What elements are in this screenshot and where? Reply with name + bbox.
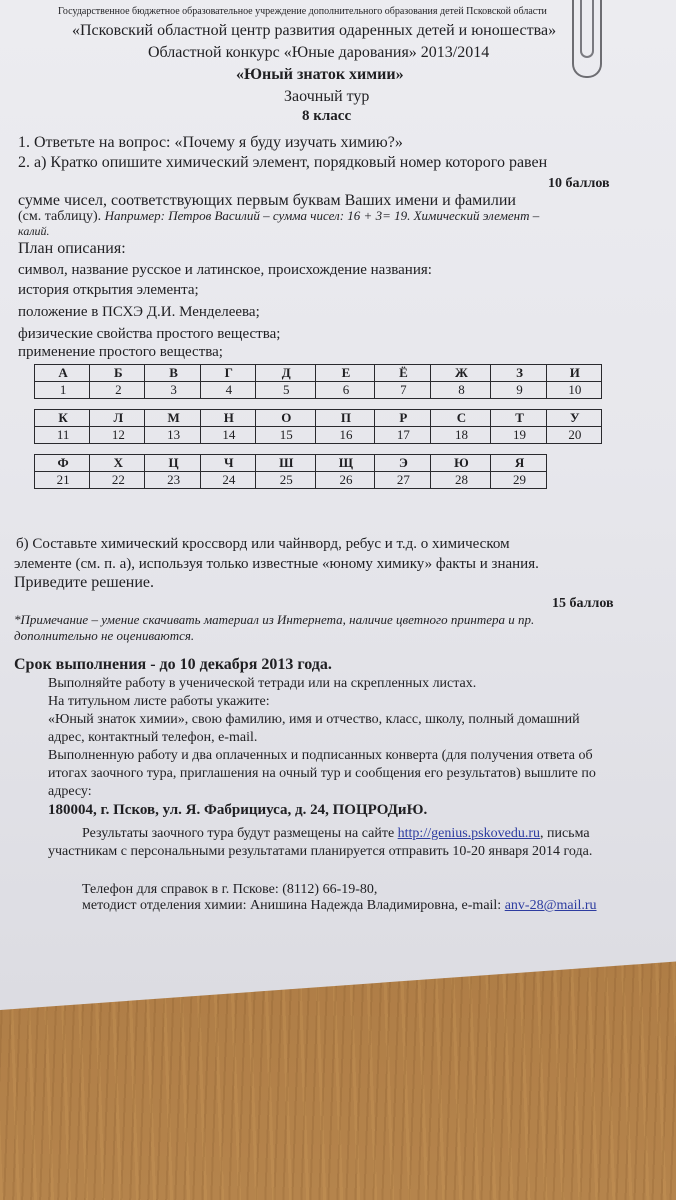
table-cell: Г [200,365,255,382]
table-cell: 10 [546,382,601,399]
table-cell: 23 [145,472,200,489]
table-cell: К [35,410,90,427]
alphabet-number-table [34,364,602,489]
website-link[interactable]: http://genius.pskovedu.ru [397,826,540,841]
table-cell: З [491,365,546,382]
task2-line3: (см. таблицу). Например: Петров Василий – сумма чисел: 16 + 3= 19. Химический элемент – [18,208,540,224]
table-cell: 21 [35,472,90,489]
table-cell: Ц [145,455,200,472]
table-cell: 15 [255,427,315,444]
task2b-line1: б) Составьте химический кроссворд или чайнворд, ребус и т.д. о химическом [16,536,510,552]
table-cell: 24 [200,472,255,489]
deadline-p4b: итогах заочного тура, приглашения на очный тур и сообщения его результатов) вышлите по [48,766,596,781]
results-line2: участникам с персональными результатами планируется отправить 10-20 января 2014 года. [48,844,593,859]
table-row [35,365,602,382]
deadline-p2: На титульном листе работы укажите: [48,694,270,709]
table-cell: 22 [90,472,145,489]
plan-item: история открытия элемента; [18,282,199,298]
table-cell: 18 [430,427,491,444]
deadline-p4c: адресу: [48,784,92,799]
task2-line2: сумме чисел, соответствующих первым буквам Ваших имени и фамилии [18,192,516,209]
institution-line: Государственное бюджетное образовательное учреждение дополнительного образования детей Псковской области [58,6,547,17]
deadline-p4a: Выполненную работу и два оплаченных и подписанных конверта (для получения ответа об [48,748,593,763]
table-cell: 7 [375,382,430,399]
table-cell: Л [90,410,145,427]
grade-label: 8 класс [302,108,352,124]
task2b-line3: Приведите решение. [14,574,155,591]
task2b-line2: элементе (см. п. а), используя только известные «юному химику» факты и знания. [14,556,539,572]
deadline-p1: Выполняйте работу в ученической тетради или на скрепленных листах. [48,676,477,691]
table-cell: Х [90,455,145,472]
table-cell: 16 [315,427,375,444]
table-cell: 3 [145,382,200,399]
table-cell: 19 [491,427,546,444]
plan-title: План описания: [18,240,126,257]
paper-clip-inner [580,0,594,58]
table-cell: 26 [315,472,375,489]
email-link[interactable]: anv-28@mail.ru [504,898,597,913]
center-name: «Псковский областной центр развития одаренных детей и юношества» [72,22,557,39]
table-cell: Ч [200,455,255,472]
table-cell: 5 [255,382,315,399]
task2b-points: 15 баллов [552,596,614,611]
table-row [35,427,602,444]
table-cell: 12 [90,427,145,444]
table-cell: Ж [430,365,491,382]
tour-name: Заочный тур [284,88,370,105]
table-cell: 8 [430,382,491,399]
deadline-p3b: адрес, контактный телефон, e-mail. [48,730,258,745]
table-cell: 6 [315,382,375,399]
table-row [35,382,602,399]
table-cell: Ю [430,455,491,472]
table-cell: Б [90,365,145,382]
table-cell: П [315,410,375,427]
table-cell: 11 [35,427,90,444]
table-cell: 4 [200,382,255,399]
task1-points: 10 баллов [548,176,610,191]
table-cell: 13 [145,427,200,444]
table-row [35,455,602,472]
table-cell: Р [375,410,430,427]
plan-item: применение простого вещества; [18,344,223,360]
table-cell: М [145,410,200,427]
table-cell: О [255,410,315,427]
table-cell [546,472,601,489]
table-cell: С [430,410,491,427]
table-cell: У [546,410,601,427]
page-title: «Юный знаток химии» [236,66,404,83]
table-cell: А [35,365,90,382]
results-line1: Результаты заочного тура будут размещены на сайте http://genius.pskovedu.ru, письма [82,826,590,841]
table-cell: 1 [35,382,90,399]
table-cell: Щ [315,455,375,472]
table-cell: 17 [375,427,430,444]
table-cell: Т [491,410,546,427]
table-row [35,410,602,427]
table-cell: 29 [491,472,546,489]
table-cell: Я [491,455,546,472]
task2-line4: калий. [18,224,50,238]
mailing-address: 180004, г. Псков, ул. Я. Фабрициуса, д. 24, ПОЦРОДиЮ. [48,802,428,818]
plan-item: физические свойства простого вещества; [18,326,281,342]
table-cell: В [145,365,200,382]
table-cell: Ф [35,455,90,472]
task1-question: 1. Ответьте на вопрос: «Почему я буду изучать химию?» [18,134,403,151]
table-cell: 20 [546,427,601,444]
table-cell: 25 [255,472,315,489]
table-cell [546,455,601,472]
table-cell: 14 [200,427,255,444]
plan-item: символ, название русское и латинское, происхождение названия: [18,262,432,278]
table-cell: 28 [430,472,491,489]
phone-line: Телефон для справок в г. Пскове: (8112) 66-19-80, [82,882,378,897]
table-row [35,472,602,489]
note-line2: дополнительно не оцениваются. [14,628,195,643]
table-cell: Ш [255,455,315,472]
task2-line1: 2. а) Кратко опишите химический элемент, порядковый номер которого равен [18,154,548,171]
plan-item: положение в ПСХЭ Д.И. Менделеева; [18,304,260,320]
table-cell: Э [375,455,430,472]
table-cell: 2 [90,382,145,399]
methodist-line: методист отделения химии: Анишина Надежда Владимировна, e-mail: anv-28@mail.ru [82,898,597,913]
table-cell: 27 [375,472,430,489]
deadline-p3a: «Юный знаток химии», свою фамилию, имя и отчество, класс, школу, полный домашний [48,712,580,727]
table-cell: Д [255,365,315,382]
table-cell: Ё [375,365,430,382]
table-cell: Е [315,365,375,382]
contest-name: Областной конкурс «Юные дарования» 2013/2014 [148,44,490,61]
deadline-title: Срок выполнения - до 10 декабря 2013 года. [14,656,332,673]
table-cell: Н [200,410,255,427]
table-cell: И [546,365,601,382]
note-line1: *Примечание – умение скачивать материал из Интернета, наличие цветного принтера и пр. [14,612,535,627]
table-cell: 9 [491,382,546,399]
